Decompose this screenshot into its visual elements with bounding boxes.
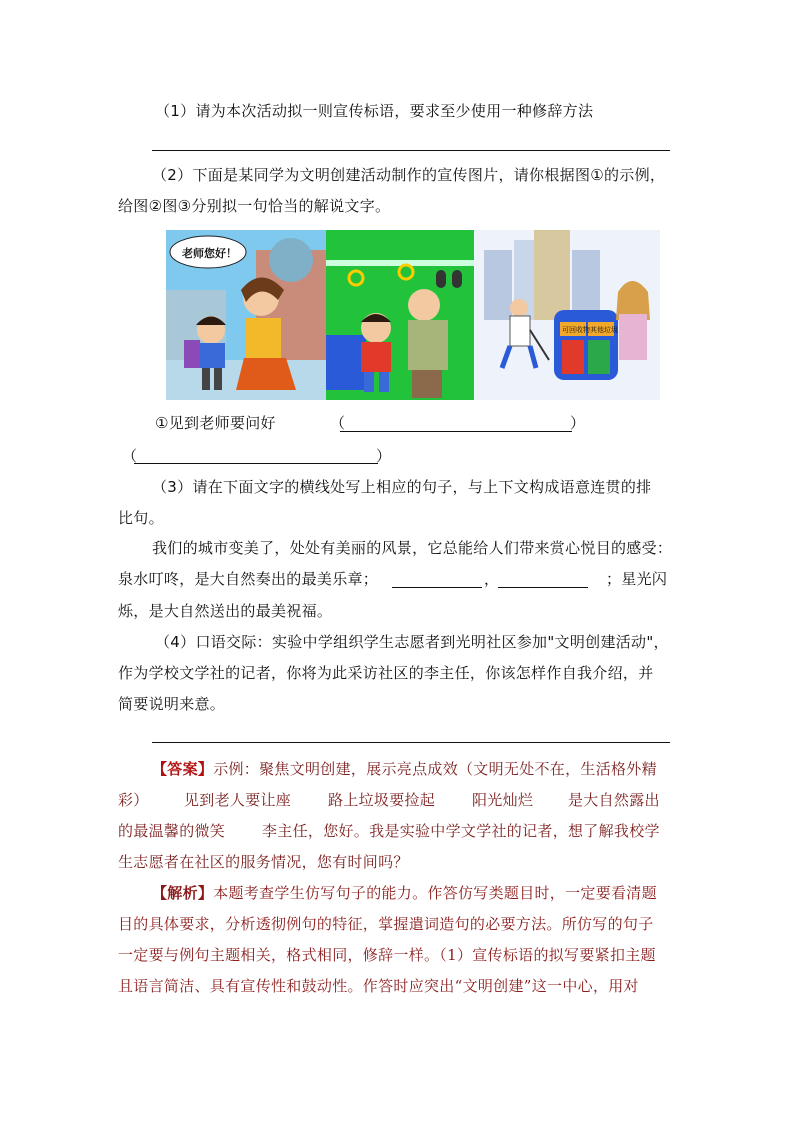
question-3-para1: 我们的城市变美了，处处有美丽的风景，它总能给人们带来赏心悦目的感受：	[152, 539, 673, 557]
analysis-text-1: 本题考查学生仿写句子的能力。作答仿写类题目时，一定要看清题	[213, 884, 657, 902]
answer-line-caption-2	[340, 431, 572, 432]
caption-example: ①见到老师要问好	[155, 414, 276, 432]
caption-3-open-paren: （	[122, 447, 138, 465]
analysis-text-2: 目的具体要求，分析透彻例句的特征，掌握遣词造句的必要方法。所仿写的句子	[118, 915, 654, 933]
question-3-para2c: ；星光闪	[606, 570, 668, 588]
question-3-para3: 烁，是大自然送出的最美祝福。	[118, 602, 333, 620]
answer-text-2c: 路上垃圾要捡起	[328, 791, 436, 809]
answer-text-3a: 的最温馨的微笑	[118, 822, 226, 840]
answer-line-q1	[152, 150, 670, 151]
answer-text-2e: 是大自然露出	[568, 791, 660, 809]
bin-label-left: 可回收物	[562, 326, 590, 334]
question-3-line1: （3）请在下面文字的横线处写上相应的句子，与上下文构成语意连贯的排	[152, 478, 652, 496]
answer-text-2a: 彩）	[118, 791, 149, 809]
question-2-line2: 给图②图③分别拟一句恰当的解说文字。	[118, 197, 391, 215]
answer-text-1: 示例：聚焦文明创建，展示亮点成效（文明无处不在，生活格外精	[213, 760, 657, 778]
question-3-para2a: 泉水叮咚，是大自然奏出的最美乐章；	[118, 570, 379, 588]
question-4-line1: （4）口语交际：实验中学组织学生志愿者到光明社区参加"文明创建活动"，	[155, 633, 669, 651]
caption-2-close-paren: ）	[570, 414, 586, 432]
answer-block-line1	[152, 759, 657, 779]
question-1: （1）请为本次活动拟一则宣传标语，要求至少使用一种修辞方法	[155, 102, 594, 120]
answer-text-4: 生志愿者在社区的服务情况，您有时间吗？	[118, 853, 409, 871]
answer-text-2b: 见到老人要让座	[184, 791, 292, 809]
analysis-tag: 【解析】	[152, 884, 214, 902]
speech-bubble-text: 老师您好！	[182, 247, 237, 260]
analysis-text-3: 一定要与例句主题相关，格式相同，修辞一样。（1）宣传标语的拟写要紧扣主题	[118, 946, 656, 964]
answer-line-caption-3	[134, 463, 378, 464]
caption-3-close-paren: ）	[376, 447, 392, 465]
answer-tag: 【答案】	[152, 760, 214, 778]
question-3-comma: ，	[484, 570, 500, 588]
answer-line-q3-a	[392, 587, 482, 588]
answer-text-2d: 阳光灿烂	[472, 791, 534, 809]
illustration-give-seat	[326, 230, 474, 400]
analysis-block-line1	[152, 883, 657, 903]
analysis-text-4: 且语言简洁、具有宣传性和鼓动性。作答时应突出“文明创建”这一中心，用对	[118, 977, 639, 995]
answer-text-3b: 李主任，您好。我是实验中学文学社的记者，想了解我校学	[262, 822, 660, 840]
question-4-line2: 作为学校文学社的记者，你将为此采访社区的李主任，你该怎样作自我介绍，并	[118, 664, 654, 682]
answer-line-q3-b	[498, 587, 588, 588]
answer-line-q4	[152, 742, 670, 743]
question-2-line1: （2）下面是某同学为文明创建活动制作的宣传图片，请你根据图①的示例，	[152, 166, 666, 184]
illustration-pick-litter	[474, 230, 660, 400]
caption-2-open-paren: （	[330, 414, 346, 432]
question-4-line3: 简要说明来意。	[118, 695, 226, 713]
question-3-line2: 比句。	[118, 509, 164, 527]
illustration-greet-teacher	[166, 230, 326, 400]
bin-label-right: 其他垃圾	[590, 326, 618, 334]
